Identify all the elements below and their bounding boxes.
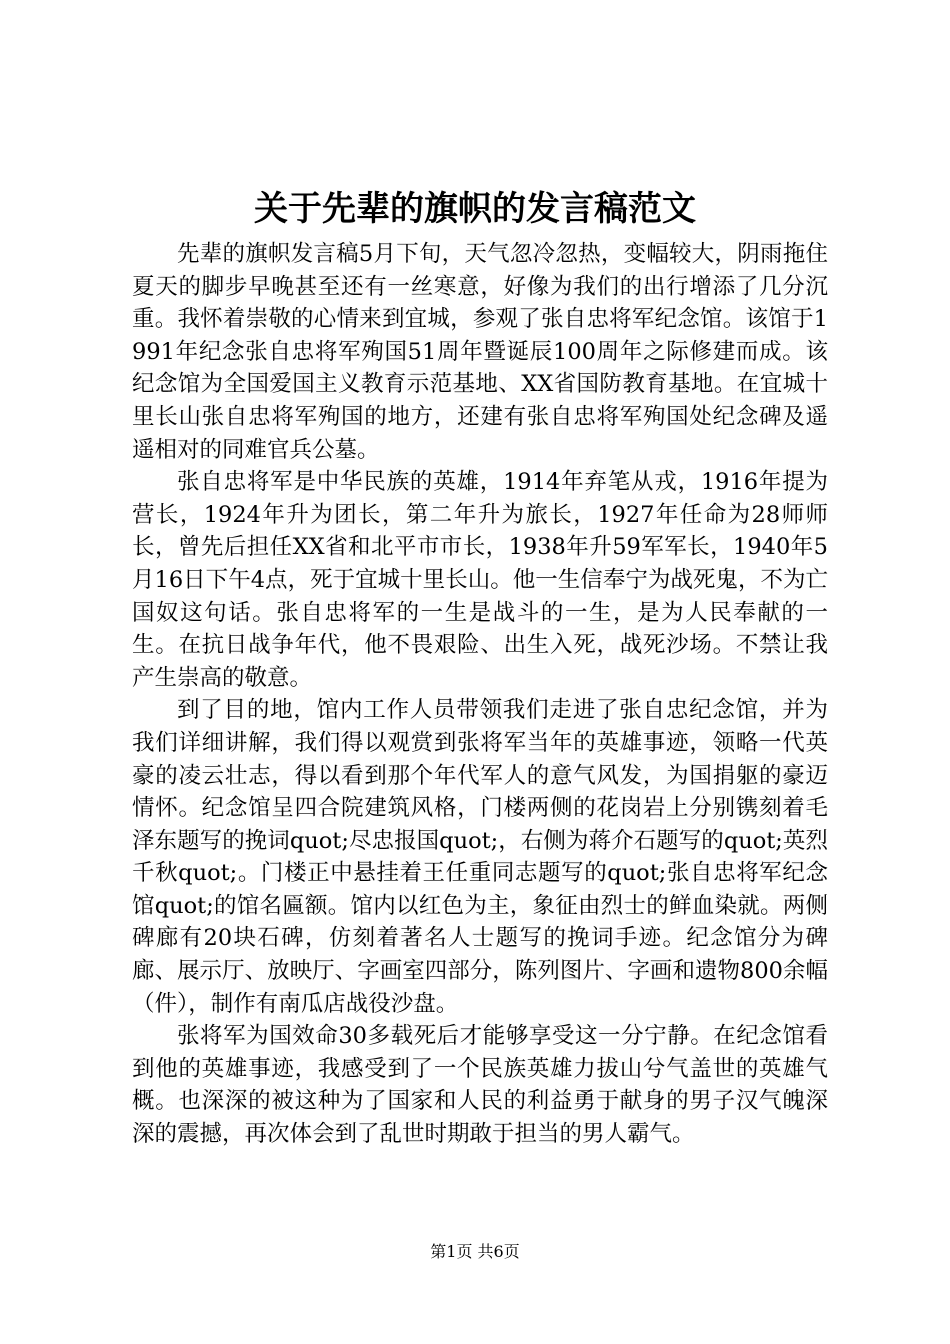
paragraph-3: 到了目的地，馆内工作人员带领我们走进了张自忠纪念馆，并为我们详细讲解，我们得以观赏到张将军当年的英雄事迹，领略一代英豪的凌云壮志，得以看到那个年代军人的意气风发，为国捐躯的豪迈情怀。纪念馆呈四合院建筑风格，门楼两侧的花岗岩上分别镌刻着毛泽东题写的挽词quot;尽忠报国quot;，右侧为蒋介石题写的quot;英烈千秋quot;。门楼正中悬挂着王任重同志题写的quot;张自忠将军纪念馆quot;的馆名匾额。馆内以红色为主，象征由烈士的鲜血染就。两侧碑廊有20块石碑，仿刻着著名人士题写的挽词手迹。纪念馆分为碑廊、展示厅、放映厅、字画室四部分，陈列图片、字画和遗物800余幅（件），制作有南瓜店战役沙盘。 bbox=[132, 697, 828, 1017]
document-title: 关于先辈的旗帜的发言稿范文 bbox=[254, 189, 696, 229]
paragraph-4: 张将军为国效命30多载死后才能够享受这一分宁静。在纪念馆看到他的英雄事迹，我感受到了一个民族英雄力拔山兮气盖世的英雄气概。也深深的被这种为了国家和人民的利益勇于献身的男子汉气魄深深的震撼，再次体会到了乱世时期敢于担当的男人霸气。 bbox=[132, 1023, 828, 1148]
paragraph-2: 张自忠将军是中华民族的英雄，1914年弃笔从戎，1916年提为营长，1924年升为团长，第二年升为旅长，1927年任命为28师师长，曾先后担任XX省和北平市市长，1938年升59军军长，1940年5月16日下午4点，死于宜城十里长山。他一生信奉宁为战死鬼，不为亡国奴这句话。张自忠将军的一生是战斗的一生，是为人民奉献的一生。在抗日战争年代，他不畏艰险、出生入死，战死沙场。不禁让我产生崇高的敬意。 bbox=[132, 469, 828, 691]
page-number-footer: 第1页 共6页 bbox=[430, 1242, 520, 1261]
document-body bbox=[132, 238, 828, 1151]
paragraph-1: 先辈的旗帜发言稿5月下旬，天气忽冷忽热，变幅较大，阴雨拖住夏天的脚步早晚甚至还有一丝寒意，好像为我们的出行增添了几分沉重。我怀着崇敬的心情来到宜城，参观了张自忠将军纪念馆。该馆于1991年纪念张自忠将军殉国51周年暨诞辰100周年之际修建而成。该纪念馆为全国爱国主义教育示范基地、XX省国防教育基地。在宜城十里长山张自忠将军殉国的地方，还建有张自忠将军殉国处纪念碑及遥遥相对的同难官兵公墓。 bbox=[132, 241, 828, 463]
